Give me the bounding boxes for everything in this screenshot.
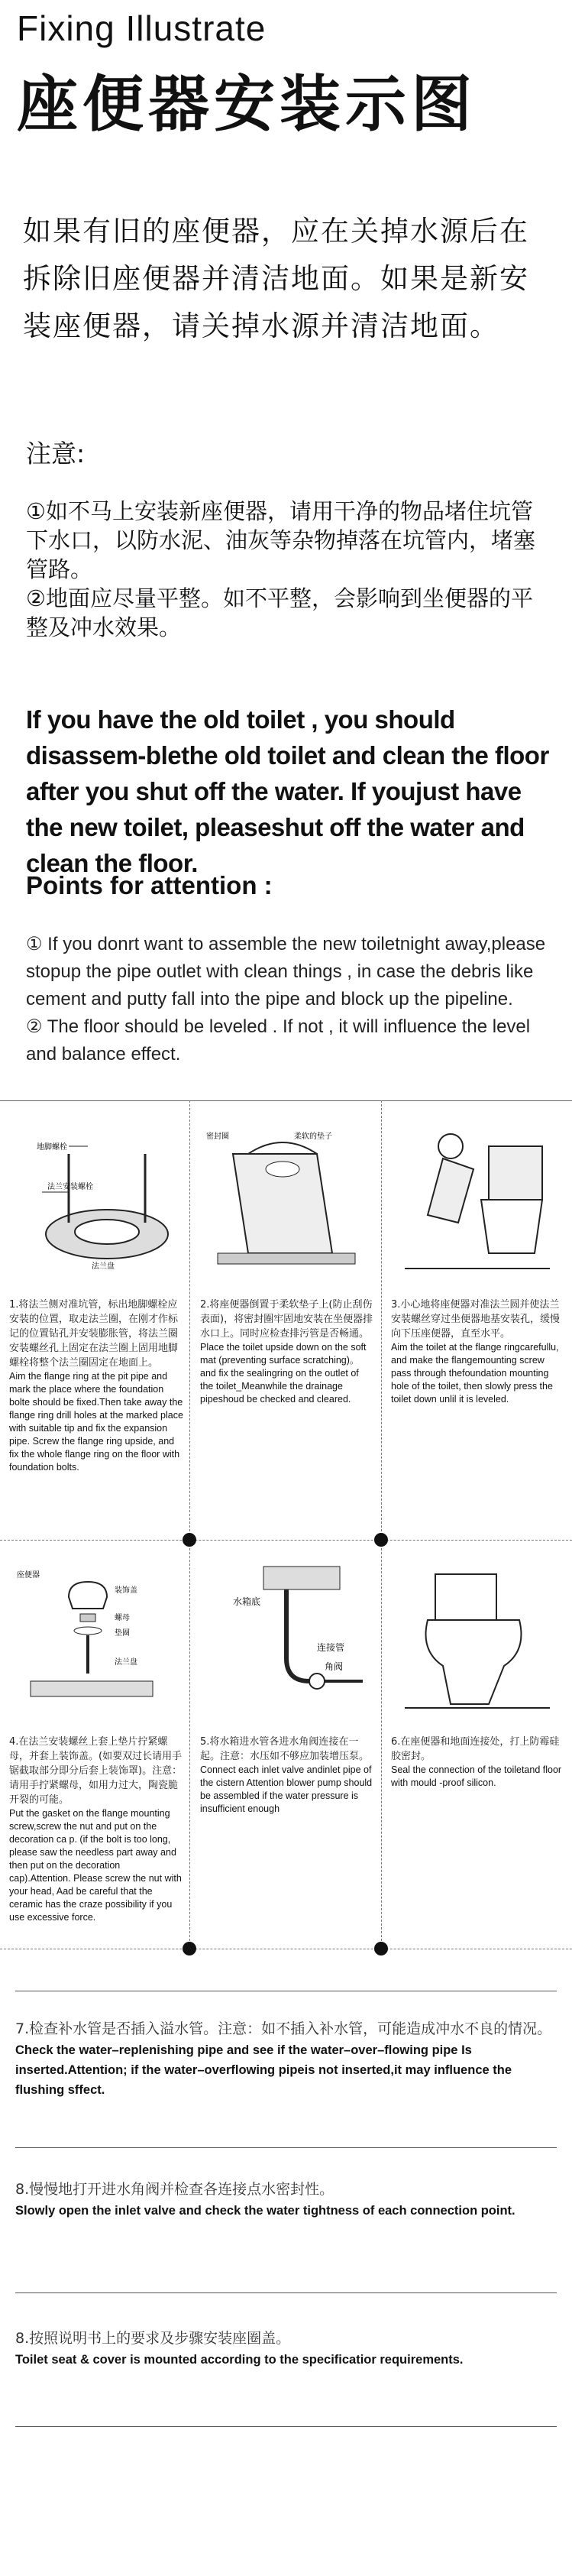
sealed-toilet-illustration <box>397 1559 557 1719</box>
label-washer: 垫圈 <box>115 1629 130 1638</box>
step-7-cn: 7.检查补水管是否插入溢水管。注意：如不插入补水管，可能造成冲水不良的情况。 <box>15 2020 552 2037</box>
label-flange: 法兰盘 <box>92 1262 115 1271</box>
label-cover: 装饰盖 <box>115 1586 137 1595</box>
label-toilet: 座便器 <box>17 1571 40 1580</box>
step-6-cn: 6.在座便器和地面连接处，打上防霉硅胶密封。 <box>391 1736 560 1762</box>
step-1-text <box>9 1298 183 1474</box>
step-6-en: Seal the connection of the toiletand floor with mould -proof silicon. <box>391 1764 562 1788</box>
title-english: Fixing Illustrate <box>17 8 267 48</box>
grid-vline-2 <box>381 1100 382 1949</box>
step-9 <box>15 2327 557 2370</box>
step-5-text <box>200 1735 374 1816</box>
inlet-pipe-illustration <box>202 1559 370 1719</box>
grid-dot <box>374 1533 388 1547</box>
title-chinese: 座便器安装示图 <box>17 69 477 140</box>
place-toilet-illustration <box>397 1116 557 1284</box>
step-4-text <box>9 1735 183 1924</box>
label-connector: 连接管 <box>317 1642 345 1653</box>
step-4-cn: 4.在法兰安装螺丝上套上垫片拧紧螺母，并套上装饰盖。(如要双过长请用手锯截取部分即分后套上装饰罩)。注意：请用手拧紧螺母，如用力过大，陶瓷脆开裂的可能。 <box>9 1736 183 1806</box>
grid-dot <box>374 1942 388 1955</box>
notes-heading-cn: 注意: <box>26 439 86 468</box>
step-3-text <box>391 1298 565 1406</box>
points-en <box>26 931 553 1068</box>
step-9-cn: 8.按照说明书上的要求及步骤安装座圈盖。 <box>15 2330 291 2347</box>
notes-cn <box>26 497 553 642</box>
divider <box>15 2426 557 2427</box>
steps-grid <box>0 1100 572 1949</box>
step-8-cn: 8.慢慢地打开进水角阀并检查各连接点水密封性。 <box>15 2181 334 2198</box>
step-3-cn: 3.小心地将座便器对准法兰圆并使法兰安装螺丝穿过坐便器地基安装孔，缓慢向下压座便器，直至水平。 <box>391 1299 561 1340</box>
label-nut: 螺母 <box>115 1614 130 1622</box>
label-angle-valve: 角阀 <box>325 1661 344 1672</box>
label-anchor-bolt: 地脚螺栓 <box>37 1143 67 1152</box>
step-2-text <box>200 1298 374 1406</box>
label-flange-2: 法兰盘 <box>115 1658 137 1667</box>
step-9-en: Toilet seat & cover is mounted according to the specificatior requirements. <box>15 2353 464 2367</box>
step-1-en: Aim the flange ring at the pit pipe and mark the place where the foundation bolte should be fixed.Then take away the flange ring drill holes at the marked place with suitable tip and fix the expansion pipe. Screw the flange ring upside, and fix the whole flange ring on the floor with foundation bolts. <box>9 1371 183 1473</box>
step-2-en: Place the toilet upside down on the soft mat (preventing surface scratching)。and fix the sealingring on the outlet of the toilet_Meanwhile the drainage pipeshoud be checked and cleared. <box>200 1342 367 1405</box>
grid-top-line <box>0 1100 572 1101</box>
label-tank-bottom: 水箱底 <box>233 1596 261 1607</box>
point-en-2: ② The floor should be leveled . If not , it will influence the level and balance effect. <box>26 1016 531 1064</box>
label-seal-ring: 密封圈 <box>206 1132 229 1141</box>
step-7 <box>15 2017 557 2100</box>
intro-english: If you have the old toilet , you should disassem-blethe old toilet and clean the floor after you shut off the water. If youjust have the new toilet, pleaseshut off the water and clean the floor. <box>26 705 549 877</box>
grid-dot <box>183 1942 196 1955</box>
step-8-en: Slowly open the inlet valve and check the water tightness of each connection point. <box>15 2204 515 2218</box>
divider <box>15 2292 557 2293</box>
step-4-en: Put the gasket on the flange mounting screw,screw the nut and put on the decoration ca p. (if the bolt is too long, please saw the needless part away and then put on the decoration cap).Attention. Please screw the nut with your head, Aad be careful that the ceramic has the craze possibility if you use excessive force. <box>9 1808 182 1923</box>
grid-dot <box>183 1533 196 1547</box>
flange-ring-illustration <box>15 1131 176 1272</box>
step-2-cn: 2.将座便器倒置于柔软垫子上(防止刮伤表面)，将密封圈牢固地安装在坐便器排水口上。同时应检查排污管是否畅通。 <box>200 1299 373 1340</box>
bolt-cap-illustration <box>15 1567 176 1712</box>
point-en-1: ① If you donrt want to assemble the new toiletnight away,please stopup the pipe outlet with clean things , in case the debris like cement and putty fall into the pipe and block up the pipeline. <box>26 934 546 1009</box>
grid-vline-1 <box>189 1100 190 1949</box>
label-flange-bolt: 法兰安装螺栓 <box>47 1183 93 1191</box>
step-6-text <box>391 1735 565 1790</box>
step-5-cn: 5.将水箱进水管各进水角阀连接在一起。注意：水压如不够应加装增压泵。 <box>200 1736 370 1762</box>
grid-hline-mid <box>0 1540 572 1541</box>
divider <box>15 2147 557 2148</box>
label-soft-mat: 柔软的垫子 <box>294 1132 332 1141</box>
intro-chinese: 如果有旧的座便器，应在关掉水源后在拆除旧座便器并清洁地面。如果是新安装座便器，请关掉水源并清洁地面。 <box>23 215 529 342</box>
points-heading: Points for attention : <box>26 871 273 899</box>
step-5-en: Connect each inlet valve andinlet pipe of the cistern Attention blower pump should be assembled if the water pressure is insufficient enough <box>200 1764 373 1814</box>
step-1-cn: 1.将法兰侧对准坑管，标出地脚螺栓应安装的位置，取走法兰圈，在刚才作标记的位置钻孔并安装膨胀管，将法兰圈安装螺丝孔上固定在法兰圈上固用地脚螺栓将整个法兰圈固定在地面上。 <box>9 1299 179 1369</box>
note-cn-2: ②地面应尽量平整。如不平整，会影响到坐便器的平整及冲水效果。 <box>26 585 533 640</box>
toilet-upside-down-illustration <box>202 1123 370 1276</box>
step-8 <box>15 2178 557 2221</box>
step-3-en: Aim the toilet at the flange ringcarefullu, and make the flangemounting screw pass through thefoundation mounting hole of the toilet, then slowly press the toilet down unlil it is leveled. <box>391 1342 559 1405</box>
note-cn-1: ①如不马上安装新座便器，请用干净的物品堵住坑管下水口，以防水泥、油灰等杂物掉落在坑管内，堵塞管路。 <box>26 498 536 582</box>
step-7-en: Check the water–replenishing pipe and see if the water–over–flowing pipe Is inserted.Attention; if the water–overflowing pipeis not inserted,it may influence the flushing sffect. <box>15 2043 512 2097</box>
